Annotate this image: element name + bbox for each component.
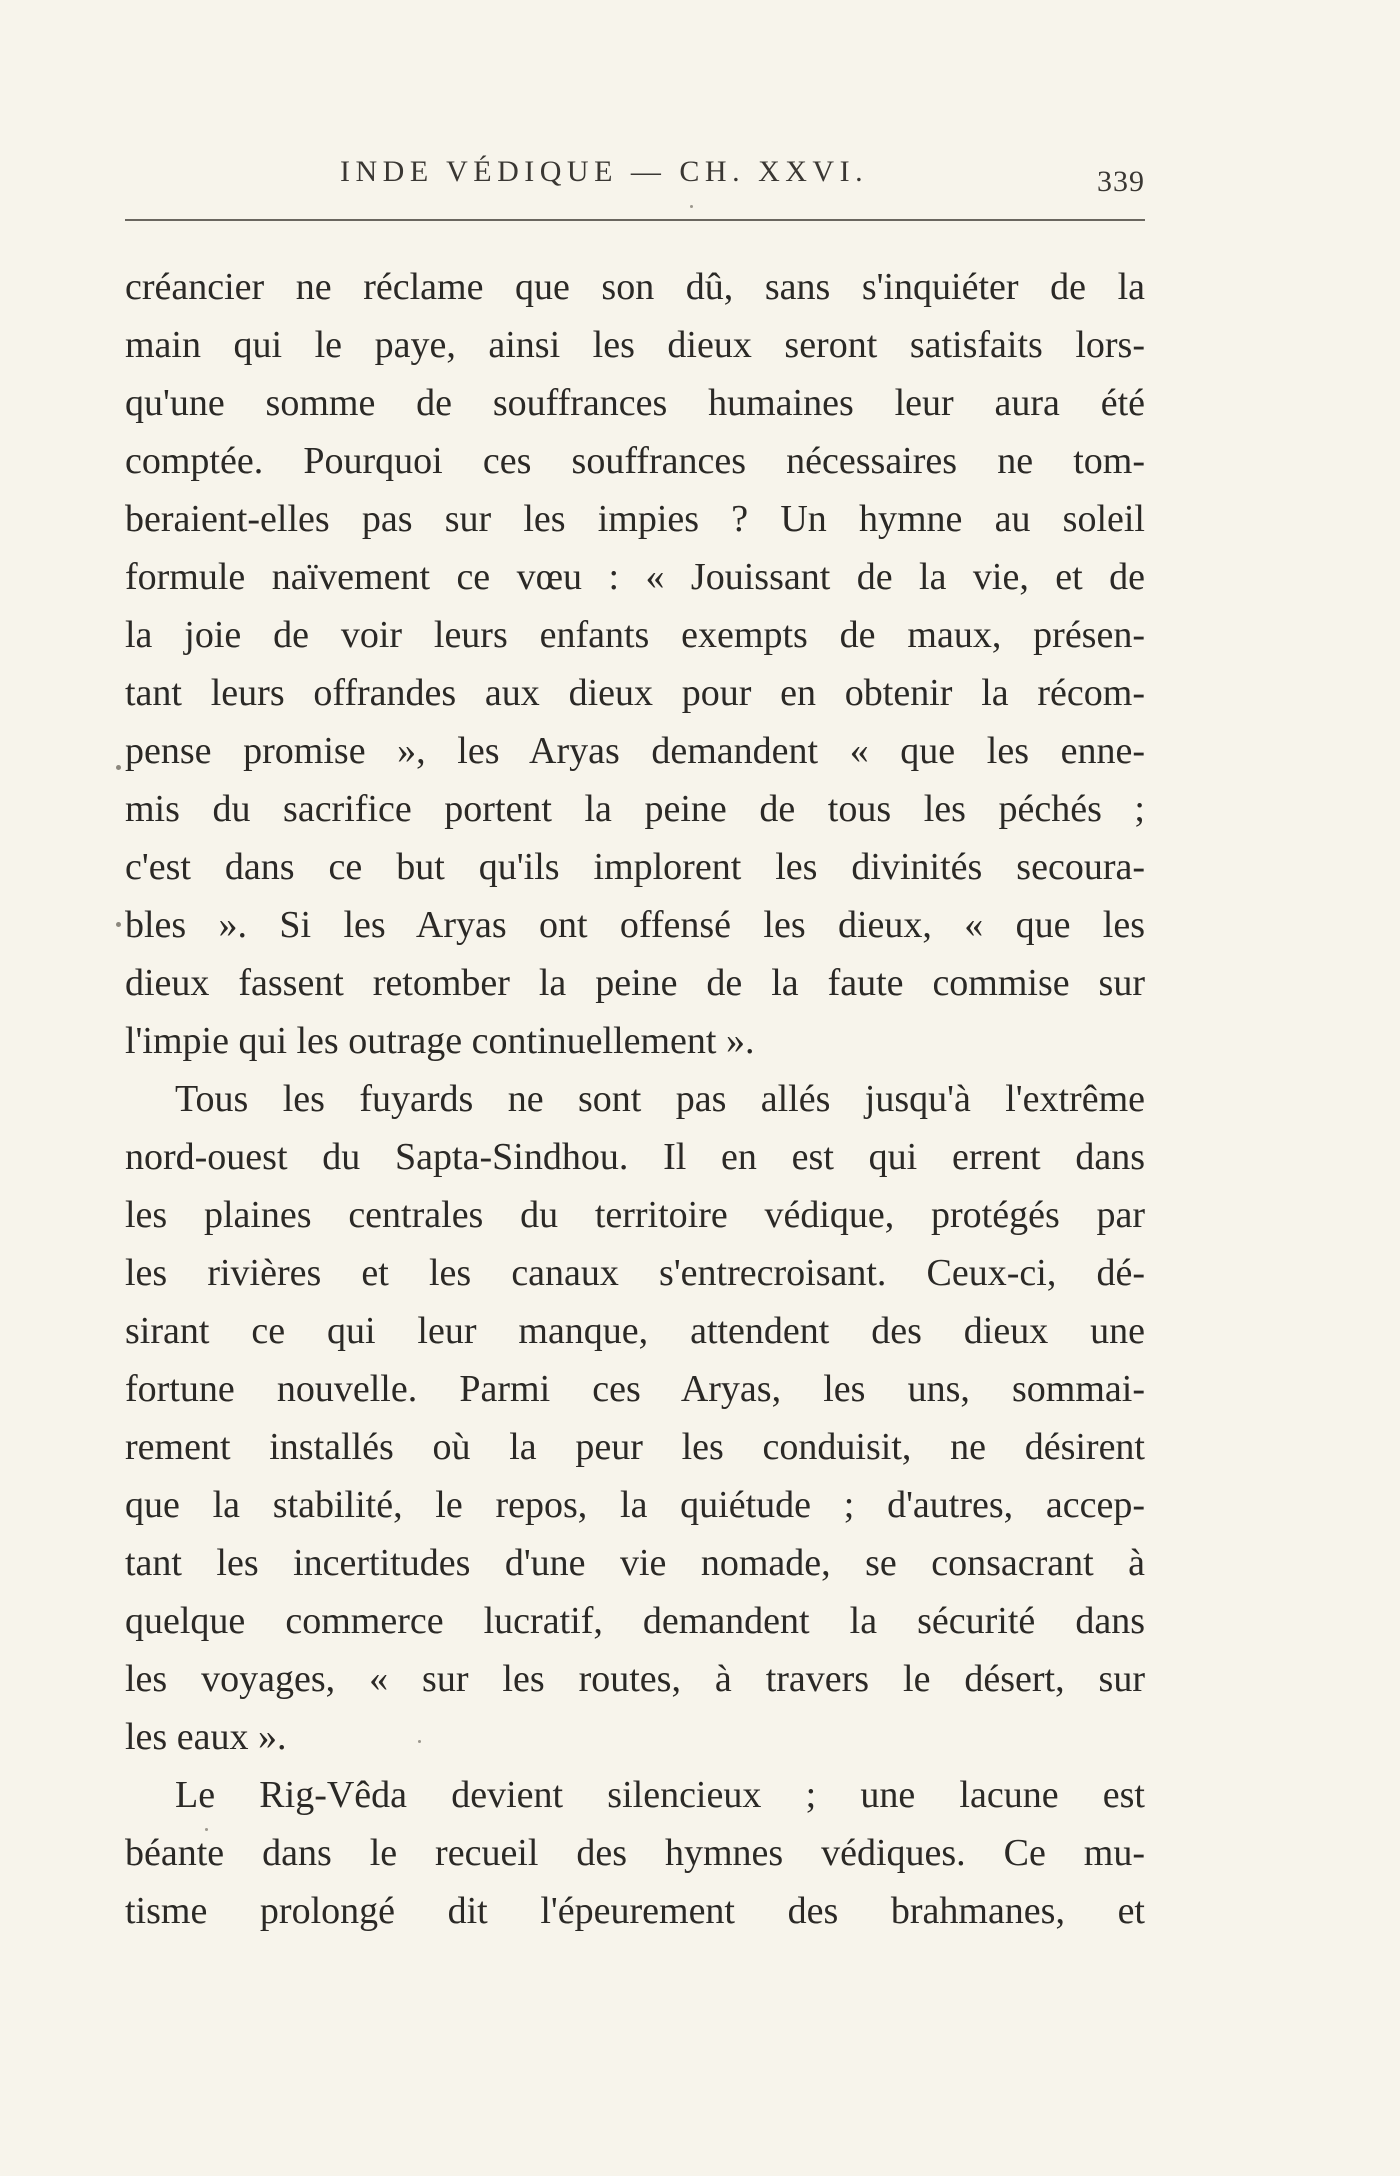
text-line: c'est dans ce but qu'ils implorent les divinités secoura- (125, 846, 1145, 888)
running-head (125, 145, 1145, 205)
text-line: mis du sacrifice portent la peine de tous les péchés ; (125, 788, 1145, 830)
text-line: rement installés où la peur les conduisit, ne désirent (125, 1426, 1145, 1468)
text-line: béante dans le recueil des hymnes védiques. Ce mu- (125, 1832, 1145, 1874)
text-line: les voyages, « sur les routes, à travers le désert, sur (125, 1658, 1145, 1700)
text-line: que la stabilité, le repos, la quiétude ; d'autres, accep- (125, 1484, 1145, 1526)
running-title: INDE VÉDIQUE — CH. XXVI. (340, 155, 869, 188)
margin-mark (116, 922, 121, 927)
text-line: la joie de voir leurs enfants exempts de maux, présen- (125, 614, 1145, 656)
body-text (125, 258, 1145, 1940)
text-line: pense promise », les Aryas demandent « que les enne- (125, 730, 1145, 772)
text-line: les rivières et les canaux s'entrecroisant. Ceux-ci, dé- (125, 1252, 1145, 1294)
header-rule (125, 219, 1145, 221)
text-line: beraient-elles pas sur les impies ? Un hymne au soleil (125, 498, 1145, 540)
text-line: formule naïvement ce vœu : « Jouissant de la vie, et de (125, 556, 1145, 598)
text-line: tant leurs offrandes aux dieux pour en obtenir la récom- (125, 672, 1145, 714)
text-line: fortune nouvelle. Parmi ces Aryas, les uns, sommai- (125, 1368, 1145, 1410)
text-line: créancier ne réclame que son dû, sans s'inquiéter de la (125, 266, 1145, 308)
text-line: sirant ce qui leur manque, attendent des dieux une (125, 1310, 1145, 1352)
margin-mark (116, 765, 121, 770)
text-line: main qui le paye, ainsi les dieux seront satisfaits lors- (125, 324, 1145, 366)
ink-speck (690, 205, 693, 208)
ink-speck (418, 1740, 421, 1743)
text-line: nord-ouest du Sapta-Sindhou. Il en est qui errent dans (125, 1136, 1145, 1178)
text-line: Le Rig-Vêda devient silencieux ; une lacune est (175, 1774, 1145, 1816)
text-line: les eaux ». (125, 1716, 287, 1758)
ink-speck (205, 1828, 208, 1831)
text-line: tisme prolongé dit l'épeurement des brahmanes, et (125, 1890, 1145, 1932)
text-line: l'impie qui les outrage continuellement ». (125, 1020, 755, 1062)
text-line: Tous les fuyards ne sont pas allés jusqu'à l'extrême (175, 1078, 1145, 1120)
text-line: les plaines centrales du territoire védique, protégés par (125, 1194, 1145, 1236)
text-line: tant les incertitudes d'une vie nomade, se consacrant à (125, 1542, 1145, 1584)
page-number: 339 (1097, 165, 1145, 198)
text-line: quelque commerce lucratif, demandent la sécurité dans (125, 1600, 1145, 1642)
text-line: dieux fassent retomber la peine de la faute commise sur (125, 962, 1145, 1004)
text-line: qu'une somme de souffrances humaines leur aura été (125, 382, 1145, 424)
text-line: comptée. Pourquoi ces souffrances nécessaires ne tom- (125, 440, 1145, 482)
text-line: bles ». Si les Aryas ont offensé les dieux, « que les (125, 904, 1145, 946)
